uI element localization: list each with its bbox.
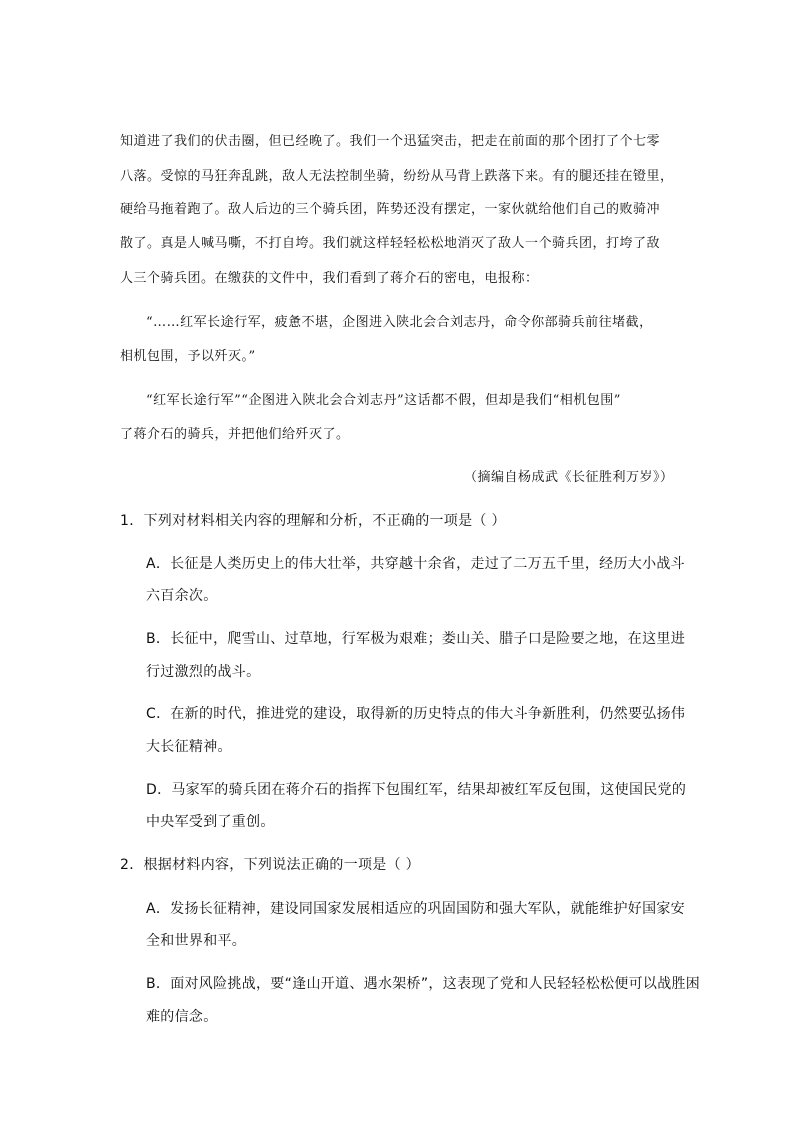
option-a[interactable]: A．长征是人类历史上的伟大壮举，共穿越十余省，走过了二万五千里，经历大小战斗 bbox=[146, 556, 685, 572]
option-a-cont: 六百余次。 bbox=[146, 588, 218, 604]
option-b[interactable]: B．面对风险挑战，要“逢山开道、遇水架桥”，这表现了党和人民轻轻松松便可以战胜困 bbox=[146, 976, 701, 992]
option-a[interactable]: A．发扬长征精神，建设同国家发展相适应的巩固国防和强大军队，就能维护好国家安 bbox=[146, 901, 685, 917]
option-a-cont: 全和世界和平。 bbox=[146, 933, 247, 949]
option-c[interactable]: C．在新的时代，推进党的建设，取得新的历史特点的伟大斗争新胜利，仍然要弘扬伟 bbox=[146, 706, 686, 722]
option-d[interactable]: D．马家军的骑兵团在蒋介石的指挥下包围红军，结果却被红军反包围，这使国民党的 bbox=[146, 782, 687, 798]
option-c-cont: 大长征精神。 bbox=[146, 739, 232, 755]
passage-line: 知道进了我们的伏击圈，但已经晚了。我们一个迅猛突击，把走在前面的那个团打了个七零 bbox=[120, 134, 661, 149]
passage-line: 八落。受惊的马狂奔乱跳，敌人无法控制坐骑，纷纷从马背上跌落下来。有的腿还挂在镫里， bbox=[120, 169, 674, 184]
comment-line: “红军长途行军”“企图进入陕北会合刘志丹”这话都不假，但却是我们“相机包围” bbox=[146, 393, 621, 408]
option-b-cont: 难的信念。 bbox=[146, 1009, 218, 1025]
telegram-line: “……红军长途行军，疲惫不堪，企图进入陕北会合刘志丹，命令你部骑兵前往堵截， bbox=[146, 315, 653, 330]
telegram-line: 相机包围，予以歼灭。” bbox=[120, 349, 256, 364]
question-stem: 1．下列对材料相关内容的理解和分析，不正确的一项是（ ） bbox=[120, 513, 506, 529]
passage-line: 硬给马拖着跑了。敌人后边的三个骑兵团，阵势还没有摆定，一家伙就给他们自己的败骑冲 bbox=[120, 202, 661, 217]
passage-line: 人三个骑兵团。在缴获的文件中，我们看到了蒋介石的密电，电报称： bbox=[120, 271, 539, 286]
option-d-cont: 中央军受到了重创。 bbox=[146, 814, 275, 830]
question-stem: 2．根据材料内容，下列说法正确的一项是（ ） bbox=[120, 857, 420, 873]
comment-line: 了蒋介石的骑兵，并把他们给歼灭了。 bbox=[120, 427, 350, 442]
option-b-cont: 行过激烈的战斗。 bbox=[146, 664, 261, 680]
source-citation: （摘编自杨成武《长征胜利万岁》） bbox=[464, 470, 674, 485]
option-b[interactable]: B．长征中，爬雪山、过草地，行军极为艰难；娄山关、腊子口是险要之地，在这里进 bbox=[146, 631, 686, 647]
passage-line: 散了。真是人喊马嘶，不打自垮。我们就这样轻轻松松地消灭了敌人一个骑兵团，打垮了敌 bbox=[120, 236, 661, 251]
